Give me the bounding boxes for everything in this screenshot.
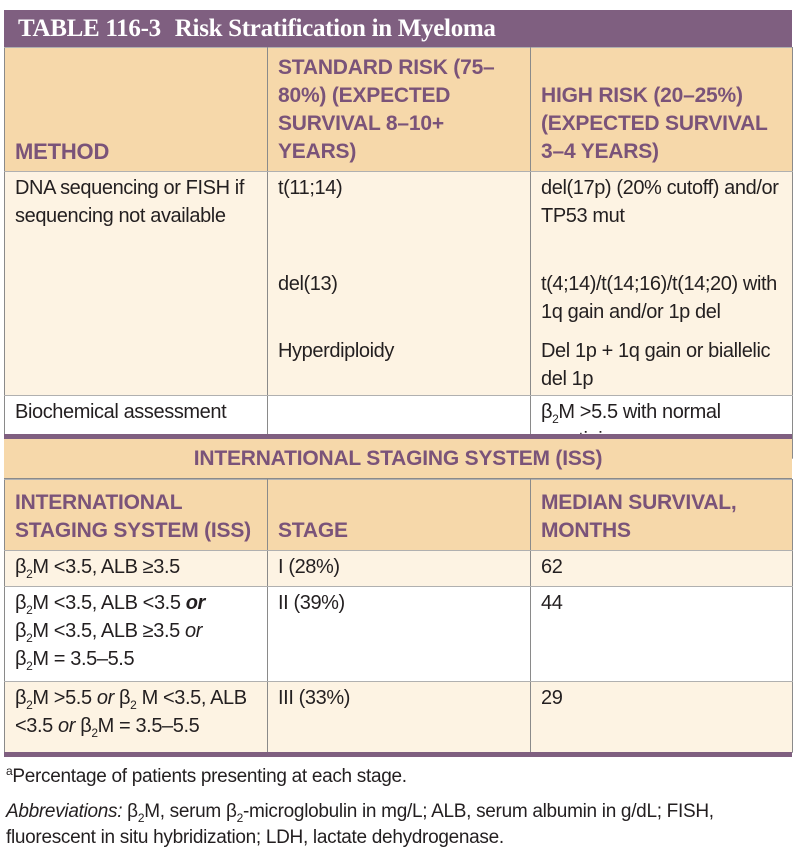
table-row	[5, 682, 793, 753]
cell-standard: del(13)	[268, 268, 531, 335]
iss-header-row	[5, 480, 793, 551]
cell-criteria: $\beta_2M >5.5$ or $\beta_2$ M <3.5, ALB <3.5 or $\beta_2M = 3.5-5.5$	[5, 682, 268, 753]
cell-standard: Hyperdiploidy	[268, 335, 531, 396]
cell-survival: 44	[531, 587, 793, 682]
cell-survival: 62	[531, 551, 793, 587]
table-number: TABLE 116-3	[18, 15, 161, 42]
table-title-text: Risk Stratification in Myeloma	[174, 15, 496, 42]
table-title	[4, 10, 792, 47]
section-divider	[4, 752, 792, 757]
header-stage: STAGE	[268, 480, 531, 551]
footnote-marker: a	[6, 764, 13, 778]
header-high-risk: HIGH RISK (20–25%) (EXPECTED SURVIVAL 3–4 YEARS)	[531, 48, 793, 172]
cell-method	[5, 335, 268, 396]
cell-criteria: $\beta_2M <3.5$, ALB <3.5 or $\beta_2M <3.5$, ALB ≥3.5 or $\beta_2M = 3.5-5.5$	[5, 587, 268, 682]
cell-stage: II (39%)	[268, 587, 531, 682]
header-median-survival: MEDIAN SURVIVAL, MONTHS	[531, 480, 793, 551]
risk-header-row	[5, 48, 793, 172]
table-row	[5, 335, 793, 396]
cell-method: DNA sequencing or FISH if sequencing not available	[5, 172, 268, 268]
header-standard-risk: STANDARD RISK (75–80%) (EXPECTED SURVIVAL 8–10+ YEARS)	[268, 48, 531, 172]
table-row	[5, 551, 793, 587]
table-row	[5, 172, 793, 268]
cell-standard: t(11;14)	[268, 172, 531, 268]
cell-survival: 29	[531, 682, 793, 753]
cell-method: Biochemical assessment	[5, 396, 268, 459]
abbreviations-label: Abbreviations:	[6, 801, 123, 822]
footnote-a-text: Percentage of patients presenting at each stage.	[12, 766, 407, 787]
cell-criteria: $\beta_2M <3.5$, ALB ≥3.5	[5, 551, 268, 587]
risk-stratification-table	[4, 47, 793, 459]
cell-stage: I (28%)	[268, 551, 531, 587]
abbreviations-note: Abbreviations: $\beta_2M$, serum $\beta_2$-microglobulin in mg/L; ALB, serum albumin in g/dL; FISH, fluorescent in situ hybridization; LDH, lactate dehydrogenase.	[6, 801, 714, 848]
footnote-a	[6, 764, 792, 790]
cell-stage: III (33%)	[268, 682, 531, 753]
table-row	[5, 587, 793, 682]
table-row	[5, 268, 793, 335]
iss-section-title: INTERNATIONAL STAGING SYSTEM (ISS)	[4, 439, 792, 479]
cell-high: t(4;14)/t(14;16)/t(14;20) with 1q gain and/or 1p del	[531, 268, 793, 335]
cell-high: del(17p) (20% cutoff) and/or TP53 mut	[531, 172, 793, 268]
header-iss-system: INTERNATIONAL STAGING SYSTEM (ISS)	[5, 480, 268, 551]
header-method: METHOD	[5, 48, 268, 172]
cell-high: $\beta_2M >5.5$ with normal	[531, 396, 793, 459]
cell-high: Del 1p + 1q gain or biallelic del 1p	[531, 335, 793, 396]
cell-method	[5, 268, 268, 335]
iss-table	[4, 479, 793, 753]
